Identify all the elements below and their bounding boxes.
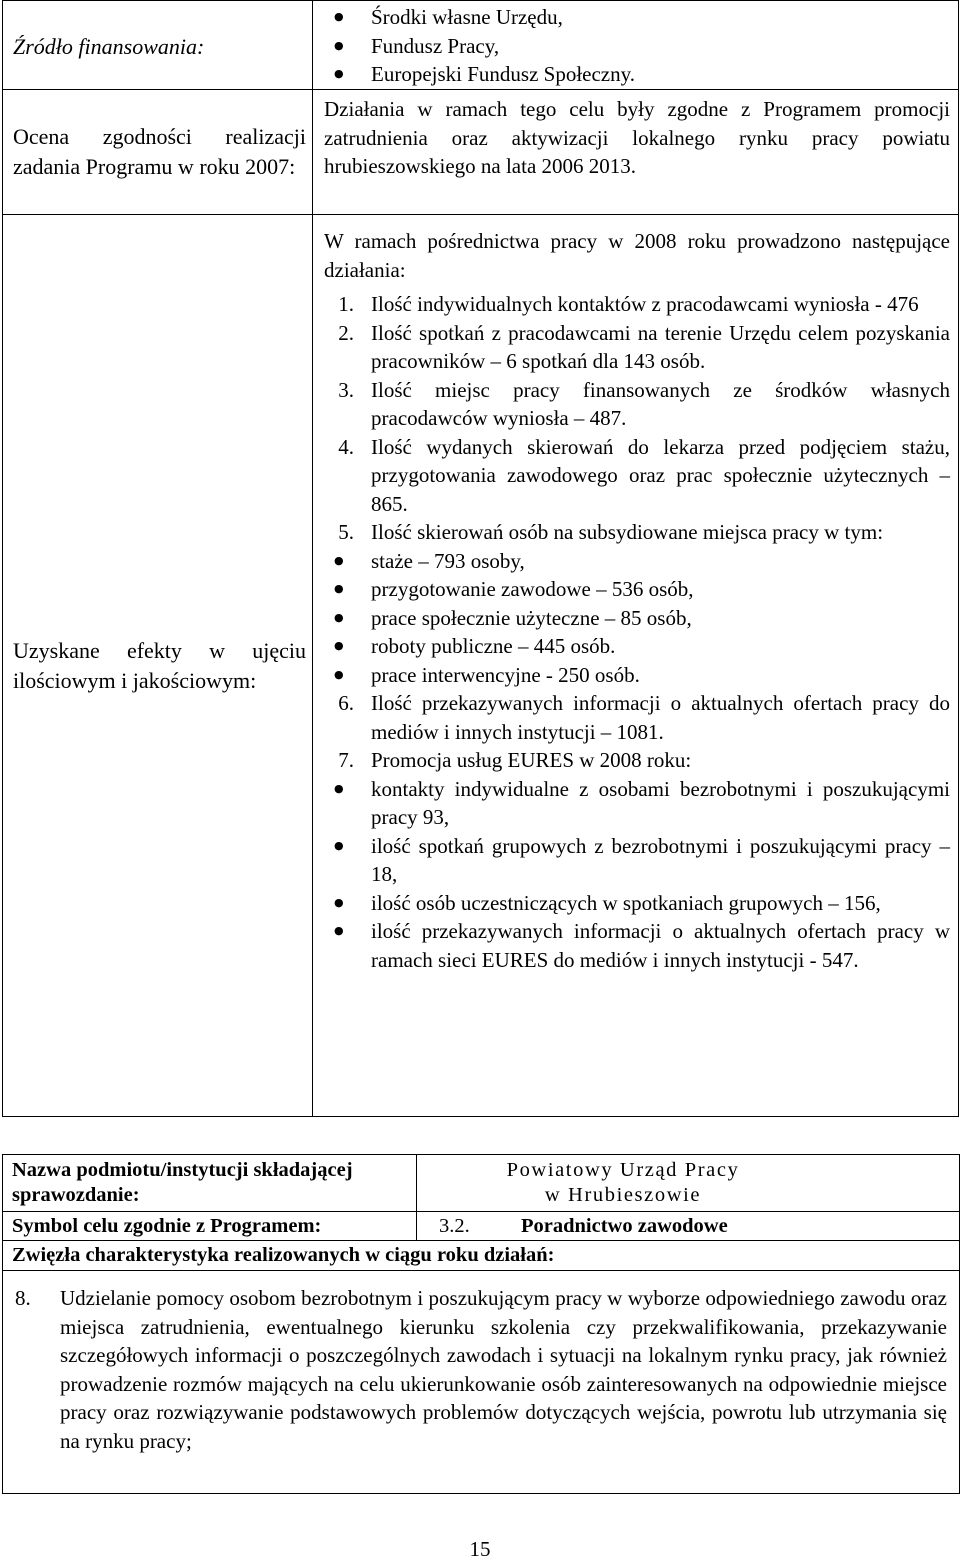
compliance-text: Działania w ramach tego celu były zgodne z Programem promocji zatrudnienia oraz aktywizacji lokalnego rynku pracy powiatu hrubieszowskiego na lata 2006 2013. — [324, 97, 950, 178]
list-item: ● prace interwencyjne - 250 osób. — [324, 661, 950, 690]
list-item: ● ilość przekazywanych informacji o aktualnych ofertach pracy w ramach sieci EURES do mediów i innych instytucji - 547. — [324, 917, 950, 974]
symbol-row — [3, 1211, 959, 1240]
symbol-value — [417, 1212, 959, 1240]
list-item: 5. Ilość skierowań osób na subsydiowane miejsca pracy w tym: — [338, 520, 884, 544]
effects-intro: W ramach pośrednictwa pracy w 2008 roku prowadzono następujące działania: — [324, 229, 950, 282]
institution-name-value: Powiatowy Urząd Pracy w Hrubieszowie — [506, 1159, 740, 1206]
funding-list — [324, 3, 950, 89]
summary-label: Zwięzła charakterystyka realizowanych w ciągu roku działań: — [12, 1244, 555, 1266]
list-item: 6. Ilość przekazywanych informacji o aktualnych ofertach pracy do mediów i innych instytucji – 1081. — [338, 691, 950, 744]
summary-item-number: 8. — [15, 1286, 31, 1310]
effects-label: Uzyskane efekty w ujęciu ilościowym i jakościowym: — [13, 637, 306, 693]
summary-content — [3, 1271, 959, 1493]
list-item: ● ilość spotkań grupowych z bezrobotnymi i poszukującymi pracy – 18, — [324, 832, 950, 889]
list-item: ● Środki własne Urzędu, — [324, 3, 950, 32]
effects-value-cell — [313, 215, 958, 1116]
compliance-label: Ocena zgodności realizacji zadania Programu w roku 2007: — [13, 124, 306, 179]
compliance-label-cell — [3, 90, 313, 214]
compliance-row — [3, 89, 958, 214]
institution-table — [2, 1154, 960, 1494]
list-item: ● staże – 793 osoby, — [324, 547, 950, 576]
funding-label: Źródło finansowania: — [13, 34, 205, 59]
list-item: ● Fundusz Pracy, — [324, 32, 950, 61]
list-item: ● ilość osób uczestniczących w spotkaniach grupowych – 156, — [324, 889, 950, 918]
institution-name-label: Nazwa podmiotu/instytucji składającej sprawozdanie: — [3, 1155, 417, 1211]
eures-list — [324, 775, 950, 975]
funding-label-cell — [3, 1, 313, 89]
list-item: 3. Ilość miejsc pracy finansowanych ze środków własnych pracodawców wyniosła – 487. — [338, 377, 950, 430]
effects-label-cell — [3, 215, 313, 1116]
list-item: ● kontakty indywidualne z osobami bezrobotnymi i poszukującymi pracy 93, — [324, 775, 950, 832]
page-number: 15 — [469, 1537, 491, 1561]
institution-name-row — [3, 1155, 959, 1211]
symbol-name: Poradnictwo zawodowe — [521, 1215, 728, 1237]
list-item: ● roboty publiczne – 445 osób. — [324, 632, 950, 661]
funding-value-cell — [313, 1, 958, 89]
summary-item-text: Udzielanie pomocy osobom bezrobotnym i poszukującym pracy w wyborze odpowiedniego zawodu oraz miejsca zatrudnienia, ewentualnego kierunku szkolenia czy przekwalifikowania, przekazywanie szczegółowych informacji o poszczególnych zawodach i sytuacji na lokalnym rynku pracy, jak również prowadzenie rozmów mających na celu ukierunkowanie osób zainteresowanych na odpowiednie miejsce pracy oraz rozwiązywanie podstawowych problemów dotyczących wejścia, powrotu lub utrzymania się na rynku pracy; — [60, 1286, 947, 1453]
summary-content-row — [3, 1270, 959, 1493]
list-item: 7. Promocja usług EURES w 2008 roku: — [338, 748, 692, 772]
list-item: ● prace społecznie użyteczne – 85 osób, — [324, 604, 950, 633]
effects-list-continued — [324, 689, 950, 775]
effects-row — [3, 214, 958, 1116]
compliance-value-cell — [313, 90, 958, 214]
subsidy-list — [324, 547, 950, 690]
report-table — [2, 0, 959, 1117]
symbol-label: Symbol celu zgodnie z Programem: — [3, 1212, 417, 1240]
effects-list — [324, 290, 950, 547]
summary-label-row — [3, 1240, 959, 1270]
list-item: 4. Ilość wydanych skierowań do lekarza przed podjęciem stażu, przygotowania zawodowego oraz prac społecznie użytecznych – 865. — [338, 434, 950, 516]
list-item: ● przygotowanie zawodowe – 536 osób, — [324, 575, 950, 604]
list-item: 2. Ilość spotkań z pracodawcami na terenie Urzędu celem pozyskania pracowników – 6 spotkań dla 143 osób. — [338, 320, 950, 373]
funding-row — [3, 1, 958, 89]
symbol-code: 3.2. — [439, 1215, 470, 1237]
list-item: 1. Ilość indywidualnych kontaktów z pracodawcami wyniosła - 476 — [338, 292, 919, 316]
list-item: ● Europejski Fundusz Społeczny. — [324, 60, 950, 89]
